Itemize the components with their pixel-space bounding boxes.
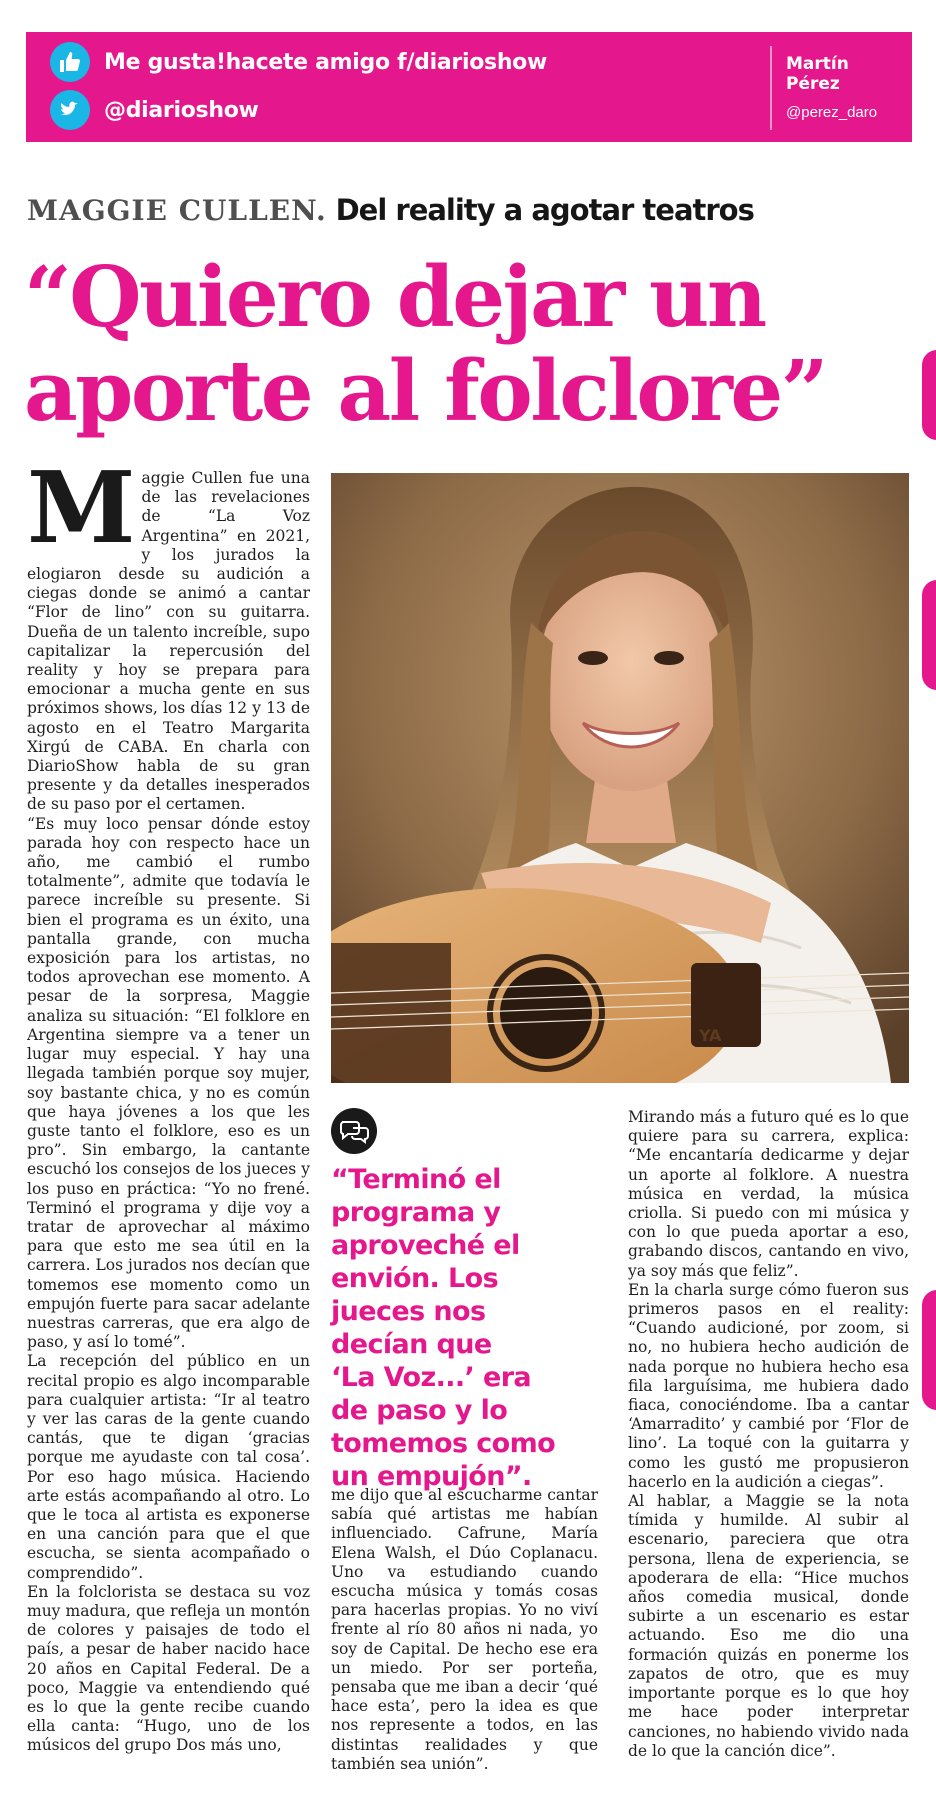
pull-quote-line: jueces nos [331,1296,486,1327]
body-paragraph: En la charla surge cómo fueron sus primeros pasos en el reality: “Cuando audicioné, por zoom, si no, no hubiera hecho audición de nada porque no hubiera hecho esa fila larguísima, me hubiera dado fiaca, conociéndome. Iba a cantar ‘Amarradito’ y cambié por ‘Flor de lino’. La toqué con la guitarra y como les gustó me propusieron hacerlo en la audición a ciegas”. [628,1280,909,1491]
facebook-row[interactable] [50,40,547,84]
pull-quote-line: envión. Los [331,1263,499,1294]
bird-icon [50,90,90,130]
drop-cap: M [27,469,136,566]
author-last: Pérez [786,74,840,94]
guitar-brand: YA [699,1026,722,1045]
twitter-row[interactable] [50,88,259,132]
facebook-text: Me gusta!hacete amigo f/diarioshow [104,49,548,75]
pull-quote-line: decían que [331,1329,492,1360]
pull-quote-line: tomemos como [331,1428,556,1459]
headline-line: aporte al folclore” [24,342,826,440]
speech-bubbles-icon [331,1108,377,1154]
body-paragraph: En la folclorista se destaca su voz muy madura, que refleja un montón de colores y paisajes de todo el país, a pesar de haber nacido hace 20 años en Capital Federal. De a poco, Maggie va entendiendo qué es lo que la gente recibe cuando ella canta: “Hugo, uno de los músicos del grupo Dos más uno, [27,1582,310,1755]
body-column-2 [331,1486,598,1794]
pull-quote-line: “Terminó el [331,1164,501,1195]
body-paragraph: La recepción del público en un recital propio es algo incomparable para cualquier artista: “Ir al teatro y ver las caras de la gente cuando cantás, que te digan ‘gracias porque me ayudaste con tal cosa’. Por eso hago música. Haciendo arte estás acompañando al otro. Lo que le toca al artista es exponerse en una canción para que el que escucha, se sienta acompañado o comprendido”. [27,1352,310,1582]
portrait-photo [331,473,909,1083]
edge-tab [922,1290,936,1410]
body-paragraph [27,469,310,815]
headline-line: “Quiero dejar un [24,248,765,346]
kicker-title: Del reality a agotar teatros [335,193,754,227]
kicker-name: MAGGIE CULLEN. [27,194,327,227]
kicker [27,193,754,227]
body-column-1 [27,469,310,1794]
body-column-3 [628,1108,909,1794]
edge-tab [922,350,936,440]
paragraph-text: aggie Cullen fue una de las revelaciones de “La Voz Argentina” en 2021, y los jurados la elogiaron desde su audición a ciegas donde se animó a cantar “Flor de lino” con su guitarra. Dueña de un talento increíble, supo capitalizar la repercusión del reality y hoy se prepara para emocionar a mucha gente en sus próximos shows, los días 12 y 13 de agosto en el Teatro Margarita Xirgú de CABA. En charla con DiarioShow habla de su gran presente y da detalles inesperados de su paso por el certamen. [27,469,310,814]
pull-quote-line: de paso y lo [331,1395,508,1426]
body-paragraph: me dijo que al escucharme cantar sabía qué artistas me habían influenciado. Cafrune, María Elena Walsh, el Dúo Coplanacu. Uno va estudiando cuando escucha música y tomás cosas para hacerlas propias. Yo no viví frente al río 80 años ni nada, yo soy de Capital. De hecho ese era un miedo. Por ser porteña, pensaba que me iban a decir ‘qué hace esta’, pero la idea es que nos represente a todos, en las distintas realidades y que también sea unión”. [331,1486,598,1773]
pull-quote-line: aproveché el [331,1230,520,1261]
twitter-text: @diarioshow [104,97,259,123]
banner-divider [770,46,772,130]
headline [24,250,904,438]
pull-quote-line: un empujón”. [331,1461,532,1492]
body-paragraph: Al hablar, a Maggie se la nota tímida y humilde. Al subir al escenario, pareciera que otra persona, llena de experiencia, se apoderara de ella: “Hice muchos años comedia musical, donde subirte a un escenario es estar actuando. Eso me dio una formación quizás en ponerme los zapatos de otro, que es muy importante porque es lo que hoy me hace poder interpretar canciones, no habiendo vivido nada de lo que la canción dice”. [628,1492,909,1760]
author-name [786,54,849,94]
author-first: Martín [786,54,849,74]
thumbs-up-icon [50,42,90,82]
body-paragraph: Mirando más a futuro qué es lo que quiere para su carrera, explica: “Me encantaría dedicarme y dejar un aporte al folklore. A nuestra música en verdad, la música criolla. Si puedo con mi música y con lo que pueda aportar a eso, grabando discos, cantando en vivo, ya soy más que feliz”. [628,1108,909,1280]
pull-quote-line: programa y [331,1197,501,1228]
pull-quote [331,1163,601,1493]
author-handle[interactable]: @perez_daro [786,104,878,121]
body-paragraph: “Es muy loco pensar dónde estoy parada hoy con respecto hace un año, me cambió el rumbo totalmente”, admite que todavía le parece increíble su presente. Si bien el programa es un éxito, una pantalla grande, con mucha exposición para los artistas, no todos aprovechan ese momento. A pesar de la sorpresa, Maggie analiza su situación: “El folklore en Argentina siempre va a tener un lugar muy especial. Y hay una llegada también porque soy mujer, soy bastante chica, y no es común que haya jóvenes a los que les guste tanto el folklore, eso es un pro”. Sin embargo, la cantante escuchó los consejos de los jueces y los puso en práctica: “Yo no frené. Terminó el programa y dije voy a tratar de aprovechar al máximo para que esto me sea útil en la carrera. Los jurados nos decían que tomemos ese momento como un empujón fuerte para sacar adelante nuestras carreras, que era algo de paso, y así lo tomé”. [27,814,310,1352]
pull-quote-line: ‘La Voz...’ era [331,1362,532,1393]
social-banner [26,32,912,142]
edge-tab [922,580,936,690]
